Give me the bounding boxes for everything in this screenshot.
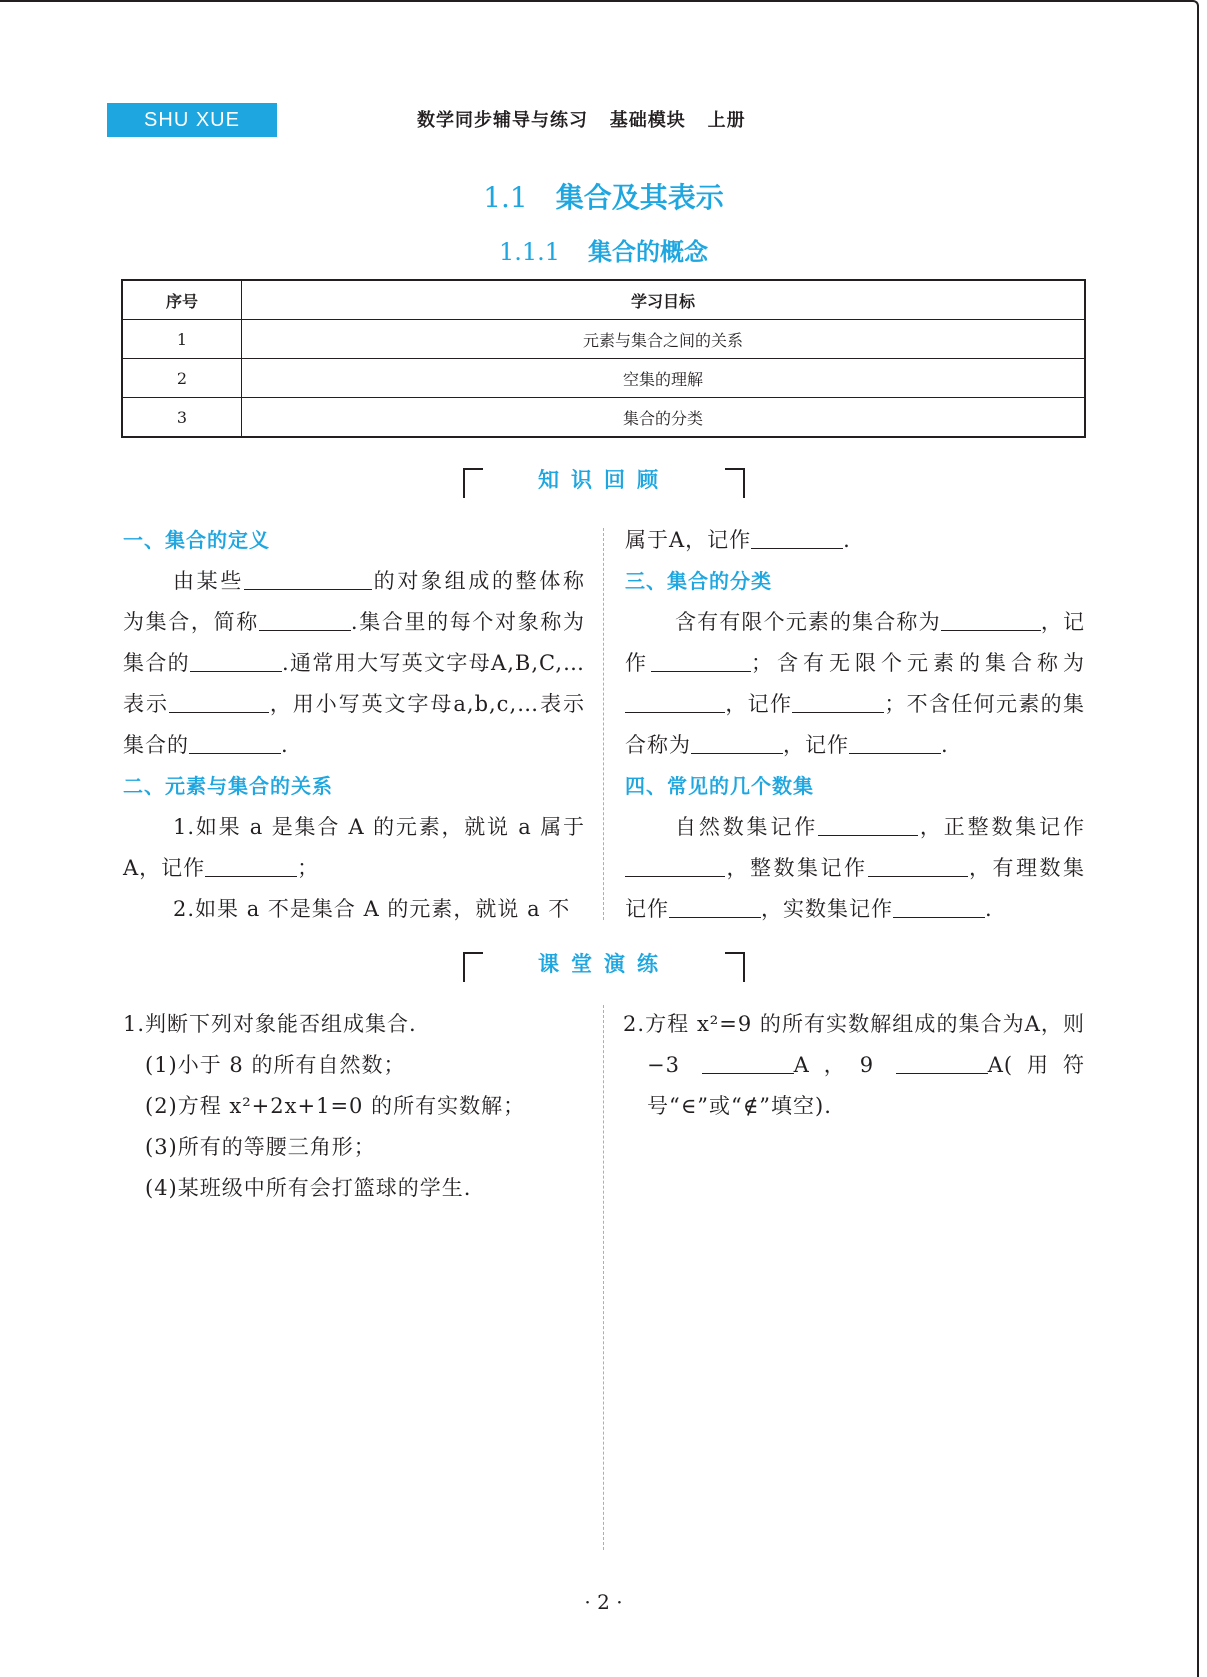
table-header-row [122,280,1085,320]
review-section-heading [463,462,745,498]
subsection-title [0,232,1207,267]
paragraph-not-belongs-cont: 属于A，记作 . [625,520,1085,561]
row-goal: 元素与集合之间的关系 [242,320,1086,359]
heading-element-relation: 二、元素与集合的关系 [123,774,333,798]
row-index: 2 [122,359,242,398]
review-right-column [625,520,1085,930]
column-divider [603,1005,604,1550]
paragraph-set-definition: 由某些 的对象组成的整体称为集合，简称 .集合里的每个对象称为集合的 .通常用大写英文字母A,B,C,…表示 ，用小写英文字母a,b,c,…表示集合的 . [123,561,585,766]
practice-left-column [123,1004,585,1209]
blank[interactable] [169,686,269,713]
blank[interactable] [205,850,297,877]
book-title: 数学同步辅导与练习 基础模块 上册 [417,110,746,131]
table-row [122,320,1085,359]
question-1-item: (2)方程 x²+2x+1=0 的所有实数解； [145,1094,526,1118]
page-number: · 2 · [584,1590,623,1614]
column-header-goal: 学习目标 [242,280,1086,320]
column-header-index: 序号 [122,280,242,320]
blank[interactable] [190,645,282,672]
section-title-text: 集合及其表示 [555,181,724,214]
blank[interactable] [849,727,941,754]
heading-set-definition: 一、集合的定义 [123,528,270,552]
row-goal: 空集的理解 [242,359,1086,398]
practice-heading-text: 课堂演练 [538,952,670,976]
subsection-number: 1.1.1 [498,238,561,266]
heading-set-classification: 三、集合的分类 [625,569,772,593]
question-1-item: (3)所有的等腰三角形； [145,1135,376,1159]
paragraph-classification: 含有有限个元素的集合称为 ，记作 ；含有无限个元素的集合称为，记作 ；不含任何元素的集合称为 ，记作 . [625,602,1085,766]
paragraph-not-belongs: 2.如果 a 不是集合 A 的元素，就说 a 不 [173,897,571,921]
row-index: 3 [122,398,242,438]
blank[interactable] [896,1047,988,1074]
blank[interactable] [751,522,843,549]
blank[interactable] [625,850,725,877]
subsection-title-text: 集合的概念 [588,238,709,266]
blank[interactable] [651,645,751,672]
row-index: 1 [122,320,242,359]
paragraph-belongs: 1.如果 a 是集合 A 的元素，就说 a 属于A，记作 ； [123,815,585,880]
practice-right-column [623,1004,1085,1127]
blank[interactable] [893,891,985,918]
question-2: 2.方程 x²=9 的所有实数解组成的集合为A，则−3 A，9 A(用符号“∈”或“∉”填空). [623,1012,1085,1118]
table-row [122,359,1085,398]
learning-goals-table [121,279,1086,438]
review-left-column [123,520,585,930]
blank[interactable] [625,686,725,713]
practice-section-heading [463,946,745,982]
section-number: 1.1 [483,181,528,214]
row-goal: 集合的分类 [242,398,1086,438]
blank[interactable] [691,727,783,754]
blank[interactable] [702,1047,794,1074]
blank[interactable] [189,727,281,754]
bracket-right [725,468,745,498]
heading-number-sets: 四、常见的几个数集 [625,774,814,798]
blank[interactable] [669,891,761,918]
bracket-right [725,952,745,982]
review-heading-text: 知识回顾 [538,468,670,492]
blank[interactable] [818,809,918,836]
question-1-item: (4)某班级中所有会打篮球的学生. [145,1176,472,1200]
table-row [122,398,1085,438]
blank[interactable] [941,604,1041,631]
blank[interactable] [792,686,884,713]
subject-badge: SHU XUE [107,103,277,137]
section-title [0,176,1207,216]
question-1: 1.判断下列对象能否组成集合. [123,1012,417,1036]
column-divider [603,528,604,920]
paragraph-number-sets: 自然数集记作 ，正整数集记作，整数集记作 ，有理数集记作 ，实数集记作 . [625,807,1085,930]
blank[interactable] [868,850,968,877]
blank[interactable] [259,604,351,631]
question-1-item: (1)小于 8 的所有自然数； [145,1053,406,1077]
blank[interactable] [244,563,372,590]
